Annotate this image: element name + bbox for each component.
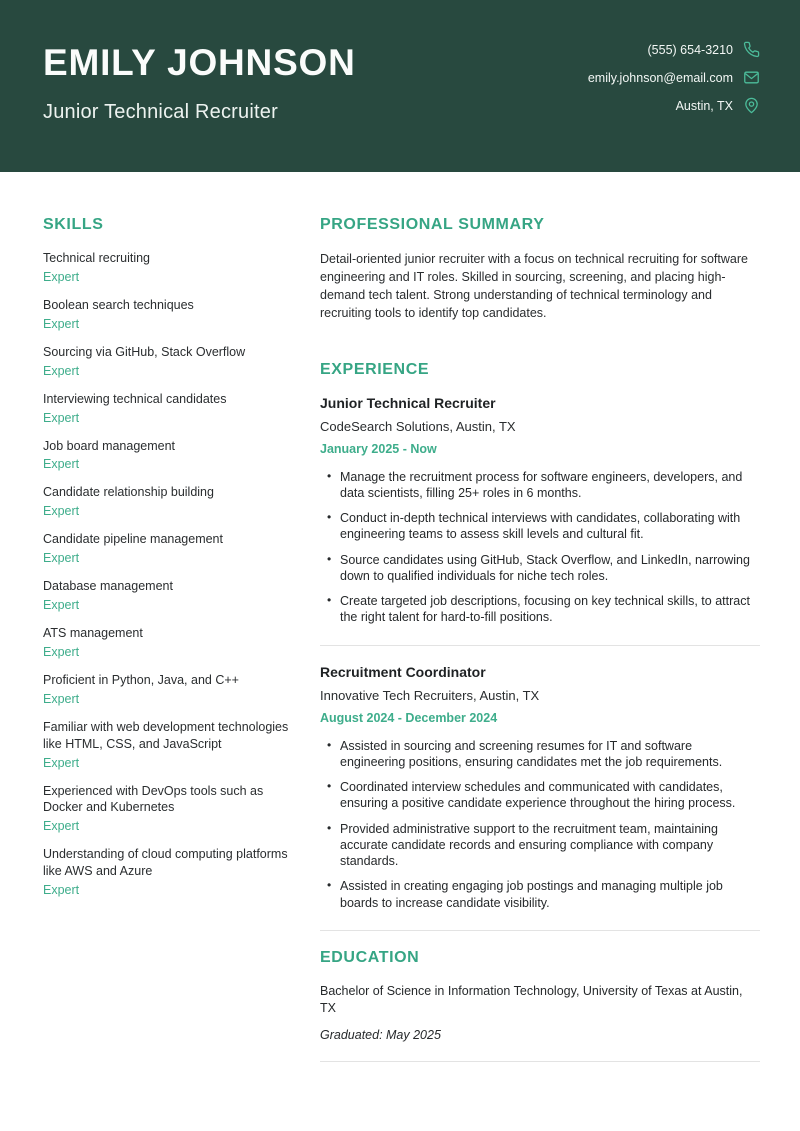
- skill-level: Expert: [43, 410, 80, 425]
- job-bullet: • Conduct in-depth technical interviews with candidates, collaborating with engineering teams to assess skill levels and cultural fit.: [320, 510, 760, 543]
- contact-email: [588, 69, 760, 86]
- skill-name: Experienced with DevOps tools such as Docker and Kubernetes: [43, 783, 264, 815]
- phone-number: (555) 654-3210: [647, 42, 733, 57]
- skill-item: [43, 578, 304, 612]
- skills-heading: SKILLS: [43, 216, 104, 233]
- skill-item: [43, 672, 304, 706]
- contact-location: [676, 97, 760, 114]
- contact-phone: [648, 41, 760, 58]
- skill-name: Candidate pipeline management: [43, 532, 223, 547]
- skill-level: Expert: [43, 691, 80, 706]
- job-dates: January 2025 - Now: [320, 441, 437, 456]
- skill-level: Expert: [43, 551, 80, 566]
- education-degree: Bachelor of Science in Information Technology, University of Texas at Austin, TX: [320, 983, 743, 1016]
- job-bullet: • Coordinated interview schedules and communicated with candidates, ensuring a positive candidate experience throughout the hiring process.: [320, 779, 760, 812]
- skill-item: [43, 531, 304, 565]
- details-column: [320, 216, 760, 1080]
- skill-name: Boolean search techniques: [43, 297, 194, 312]
- skill-item: [43, 391, 304, 425]
- skill-level: Expert: [43, 269, 80, 284]
- skill-name: Familiar with web development technologies like HTML, CSS, and JavaScript: [43, 719, 289, 751]
- section-divider: [320, 1061, 760, 1062]
- job-bullet: • Manage the recruitment process for software engineers, developers, and data scientists, filling 25+ roles in 6 months.: [320, 469, 760, 502]
- job-bullet: • Create targeted job descriptions, focusing on key technical skills, to attract the right talent for hard-to-fill positions.: [320, 593, 760, 626]
- location-icon: [743, 97, 760, 114]
- skill-level: Expert: [43, 644, 80, 659]
- job-company: CodeSearch Solutions, Austin, TX: [320, 418, 516, 434]
- skill-name: Database management: [43, 579, 173, 594]
- job-company: Innovative Tech Recruiters, Austin, TX: [320, 687, 540, 703]
- main-content: [0, 172, 800, 1080]
- skill-item: [43, 625, 304, 659]
- skill-item: [43, 783, 304, 834]
- skill-level: Expert: [43, 457, 80, 472]
- skill-level: Expert: [43, 883, 80, 897]
- skill-name: Sourcing via GitHub, Stack Overflow: [43, 344, 246, 359]
- skill-level: Expert: [43, 363, 80, 378]
- experience-entry: [320, 664, 760, 911]
- phone-icon: [743, 41, 760, 58]
- job-bullet: • Assisted in sourcing and screening resumes for IT and software engineering positions, ensuring candidates met the job requirements.: [320, 738, 760, 771]
- experience-entry: [320, 395, 760, 626]
- skill-item: [43, 846, 304, 897]
- skill-item: [43, 438, 304, 472]
- job-bullet: • Source candidates using GitHub, Stack Overflow, and LinkedIn, narrowing down to qualified individuals for niche tech roles.: [320, 552, 760, 585]
- skill-name: ATS management: [43, 626, 143, 640]
- job-bullets: [320, 738, 760, 911]
- skill-name: Candidate relationship building: [43, 485, 214, 500]
- education-heading: EDUCATION: [320, 948, 420, 966]
- skill-item: [43, 297, 304, 331]
- skill-level: Expert: [43, 598, 80, 612]
- summary-heading: PROFESSIONAL SUMMARY: [320, 216, 545, 233]
- email-address: emily.johnson@email.com: [587, 70, 733, 85]
- section-divider: [320, 930, 760, 931]
- section-divider: [320, 645, 760, 646]
- person-job-title: Junior Technical Recruiter: [43, 101, 278, 123]
- education-graduated: Graduated: May 2025: [320, 1027, 441, 1042]
- skill-level: Expert: [43, 819, 80, 834]
- location-text: Austin, TX: [675, 98, 733, 113]
- skill-name: Technical recruiting: [43, 251, 150, 265]
- skill-level: Expert: [43, 316, 80, 331]
- header: [0, 0, 800, 172]
- job-dates: August 2024 - December 2024: [320, 710, 498, 725]
- skill-item: [43, 344, 304, 378]
- skill-level: Expert: [43, 504, 80, 519]
- skill-list: [43, 250, 304, 897]
- mail-icon: [743, 69, 760, 86]
- skill-level: Expert: [43, 755, 80, 770]
- skill-item: [43, 484, 304, 518]
- summary-text: Detail-oriented junior recruiter with a focus on technical recruiting for software engineering and IT roles. Skilled in sourcing, screening, and placing high-demand tech talent. Strong understanding of technical terminology and recruiting tools to identify top candidates.: [320, 252, 748, 321]
- skill-name: Proficient in Python, Java, and C++: [43, 672, 239, 687]
- job-bullets: [320, 469, 760, 626]
- contact-info: [588, 41, 760, 114]
- job-title: Recruitment Coordinator: [320, 663, 486, 680]
- skills-column: [43, 216, 320, 1080]
- skill-name: Understanding of cloud computing platforms like AWS and Azure: [43, 847, 288, 879]
- job-title: Junior Technical Recruiter: [320, 394, 496, 411]
- skill-name: Interviewing technical candidates: [43, 391, 227, 406]
- job-bullet: • Provided administrative support to the recruitment team, maintaining accurate candidate records and ensuring compliance with company standards.: [320, 821, 760, 870]
- person-name: EMILY JOHNSON: [43, 42, 356, 83]
- skill-item: [43, 250, 304, 284]
- job-bullet: • Assisted in creating engaging job postings and managing multiple job boards to increase candidate visibility.: [320, 878, 760, 911]
- skill-item: [43, 719, 304, 770]
- experience-heading: EXPERIENCE: [320, 360, 430, 378]
- skill-name: Job board management: [43, 438, 176, 453]
